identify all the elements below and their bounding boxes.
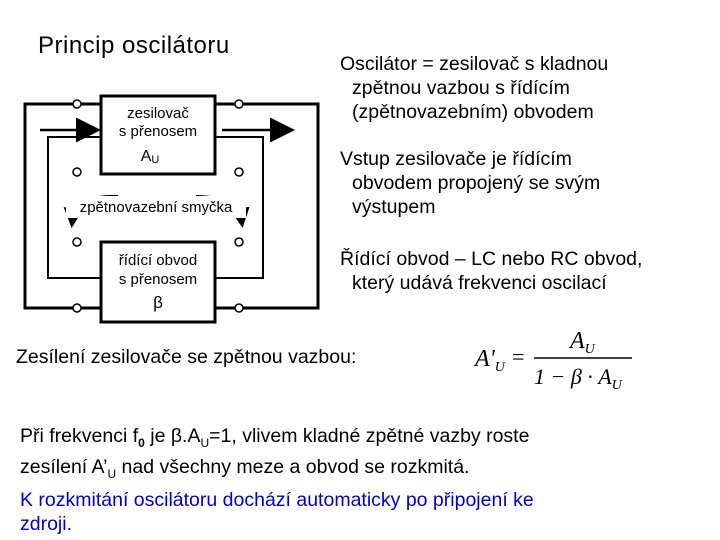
feedback-line1: řídící obvod [118, 252, 198, 269]
amplifier-line2: s přenosem [118, 123, 198, 140]
formula-denominator: $1 - \beta \cdot A_U$ [534, 364, 622, 393]
formula-equals: = [512, 344, 525, 369]
formula-lhs: $A'_U$ [475, 346, 505, 375]
note-text: K rozkmitání oscilátoru dochází automaticky po připojení ke zdroji. [20, 489, 534, 535]
amplifier-gain-label: AU [140, 148, 160, 166]
gain-label: Zesílení zesilovače se zpětnou vazbou: [16, 346, 357, 368]
gain-formula [470, 322, 640, 394]
feedback-loop-label: zpětnovazební smyčka [79, 199, 233, 216]
amplifier-line1: zesilovač [127, 105, 189, 122]
bullet-1: Oscilátor = zesilovač s kladnou zpětnou vazbou s řídícím (zpětnovazebním) obvodem [340, 53, 609, 123]
bullet-2: Vstup zesilovače je řídícím obvodem propojený se svým výstupem [340, 148, 601, 218]
bullet-3: Řídící obvod – LC nebo RC obvod, který udává frekvenci oscilací [340, 248, 643, 294]
frequency-text: Při frekvenci $f_0$ je $\beta.A_U=1$, vlivem kladné zpětné vazby roste zesílení $A’_U$ nad všechny meze a obvod se rozkmitá. [20, 425, 530, 481]
feedback-beta-label: β [153, 293, 163, 312]
formula-numerator: $A_U$ [570, 328, 595, 357]
feedback-line2: s přenosem [118, 271, 198, 288]
slide-title: Princip oscilátoru [38, 32, 230, 59]
